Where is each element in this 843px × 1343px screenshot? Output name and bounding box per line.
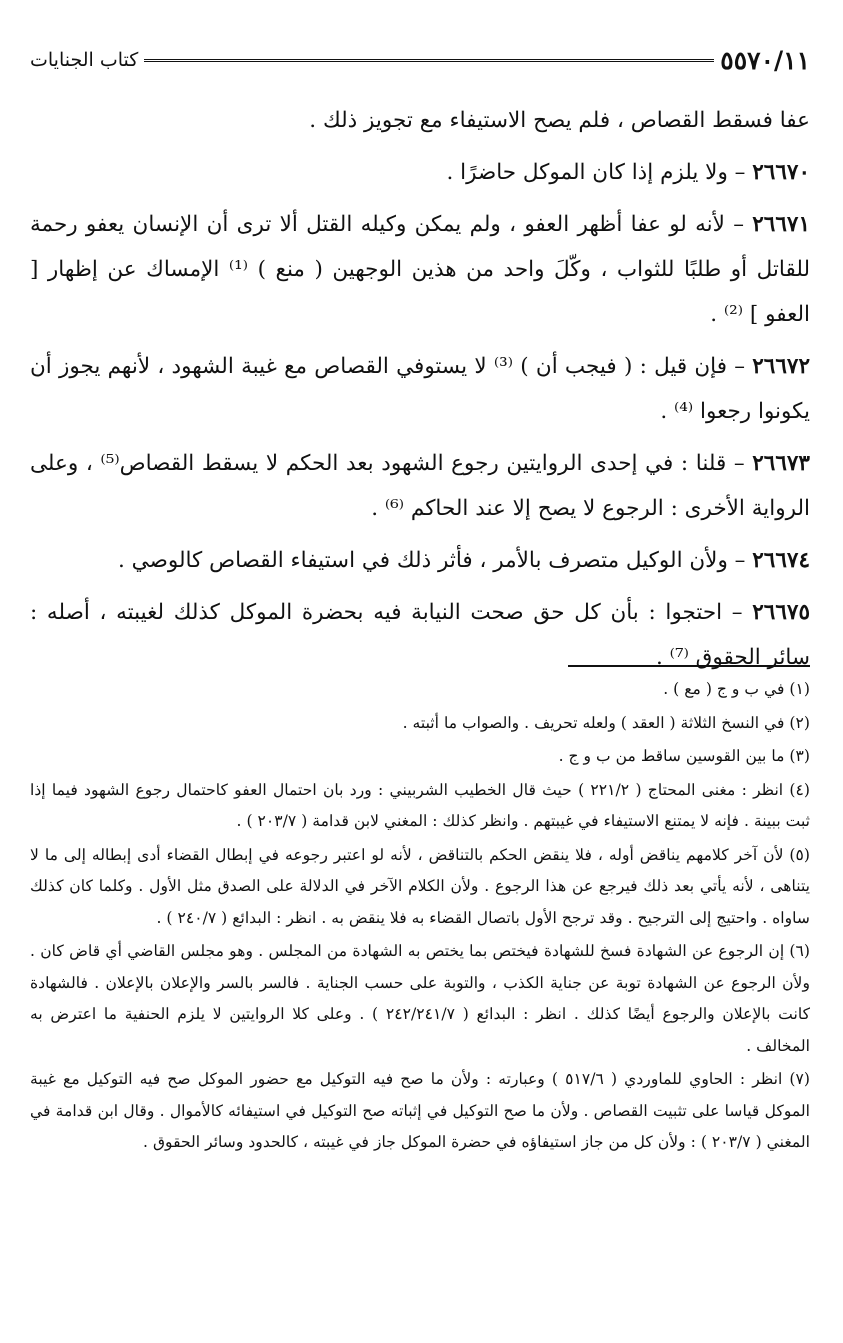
paragraph-text: – ولا يلزم إذا كان الموكل حاضرًا . [446, 160, 753, 185]
footnote-text: في ب و ج ( مع ) . [663, 680, 790, 698]
footnote [30, 1064, 810, 1159]
paragraph-number: ٢٦٦٧٢ [752, 354, 810, 379]
paragraph-number: ٢٦٦٧١ [752, 212, 810, 237]
footnote [30, 708, 810, 740]
footnote-text: إن الرجوع عن الشهادة فسخ للشهادة فيختص بما يختص به الشهادة من المجلس . وهو مجلس القاضي أي قاض كان . ولأن الرجوع عن الشهادة توبة عن جناية الكذب ، والتوبة على حسب الجناية . فالسر بالسر والإعلان بالإعلان . فالشهادة كانت بالإعلان والرجوع أيضًا كذلك . انظر : البدائع ( ٢٤٢/٢٤١/٧ ) . وعلى كلا الروايتين لا يلزم الحنفية ما اعترض به المخالف . [30, 942, 810, 1055]
paragraph [30, 98, 810, 143]
paragraph-number: ٢٦٦٧٤ [752, 548, 810, 573]
paragraph [30, 441, 810, 531]
footnotes [30, 674, 810, 1161]
footnote-text: لأن آخر كلامهم يناقض أوله ، فلا ينقض الحكم بالتناقض ، لأنه لو اعتبر رجوعه في إبطال القضاء أدى إبطاله إلى ما لا يتناهى ، لأنه يأتي بعد ذلك فيرجع عن هذا الرجوع . ولأن الكلام الآخر في الدلالة على الصدق مثل الأول . وكلما كان كذلك ساواه . واحتيج إلى الترجيح . وقد ترجح الأول باتصال القضاء به فلا ينقض به . انظر : البدائع ( ٢٤٠/٧ ) . [30, 845, 810, 927]
footnote-number: (٤) [789, 780, 810, 799]
footnote-number: (٢) [789, 713, 810, 732]
footnote [30, 840, 810, 935]
page-number: ٥٥٧٠/١١ [720, 45, 810, 75]
header-rule [144, 59, 714, 62]
paragraph-text: عفا فسقط القصاص ، فلم يصح الاستيفاء مع تجويز ذلك . [309, 108, 810, 133]
paragraph-number: ٢٦٦٧٥ [752, 600, 810, 625]
footnote [30, 775, 810, 838]
footnote-number: (٣) [789, 747, 810, 765]
main-text [30, 98, 810, 687]
footnote-separator [568, 665, 810, 667]
footnote [30, 936, 810, 1062]
paragraph [30, 150, 810, 195]
footnote-number: (٧) [789, 1070, 810, 1088]
paragraph-text: – لأنه لو عفا أظهر العفو ، ولم يمكن وكيله القتل ألا ترى أن الإنسان يعفو رحمة للقاتل أو طلبًا للثواب ، وكّلَ واحد من هذين الوجهين ( منع ) ⁽¹⁾ الإمساك عن إظهار [ العفو ] ⁽²⁾ . [30, 212, 810, 327]
paragraph [30, 538, 810, 583]
footnote-text: في النسخ الثلاثة ( العقد ) ولعله تحريف . والصواب ما أثبته . [402, 713, 790, 732]
footnote [30, 674, 810, 706]
paragraph [30, 344, 810, 434]
footnote-number: (١) [789, 680, 810, 698]
footnote-text: ما بين القوسين ساقط من ب و ج . [558, 747, 790, 765]
paragraph [30, 202, 810, 337]
paragraph-text: – ولأن الوكيل متصرف بالأمر ، فأثر ذلك في استيفاء القصاص كالوصي . [118, 548, 753, 573]
paragraph-text: – احتجوا : بأن كل حق صحت النيابة فيه بحضرة الموكل كذلك لغيبته ، أصله : سائر الحقوق ⁽⁷⁾ . [30, 600, 810, 670]
paragraph-number: ٢٦٦٧٠ [752, 160, 810, 185]
footnote-text: انظر : مغنى المحتاج ( ٢٢١/٢ ) حيث قال الخطيب الشربيني : ورد بان احتمال العفو كاحتمال رجوع الشهود فيما إذا ثبت ببينة . فإنه لا يمتنع الاستيفاء في غيبتهم . وانظر كذلك : المغني لابن قدامة ( ٢٠٣/٧ ) . [30, 780, 810, 830]
running-title: كتاب الجنايات [30, 49, 139, 71]
page-header [30, 40, 810, 80]
footnote [30, 741, 810, 773]
footnote-number: (٥) [789, 845, 810, 864]
footnote-number: (٦) [789, 942, 810, 960]
paragraph-number: ٢٦٦٧٣ [752, 451, 810, 476]
paragraph-text: – قلنا : في إحدى الروايتين رجوع الشهود بعد الحكم لا يسقط القصاص⁽⁵⁾ ، وعلى الرواية الأخرى : الرجوع لا يصح إلا عند الحاكم ⁽⁶⁾ . [30, 451, 810, 521]
paragraph-text: – فإن قيل : ( فيجب أن ) ⁽³⁾ لا يستوفي القصاص مع غيبة الشهود ، لأنهم يجوز أن يكونوا رجعوا ⁽⁴⁾ . [30, 354, 810, 424]
footnote-text: انظر : الحاوي للماوردي ( ٥١٧/٦ ) وعبارته : ولأن ما صح فيه التوكيل مع حضور الموكل صح فيه التوكيل مع غيبة الموكل قياسا على تثبيت القصاص . ولأن ما صح التوكيل في إثباته صح التوكيل في استيفائه كالأموال . وقال ابن قدامة في المغني ( ٢٠٣/٧ ) : ولأن كل من جاز استيفاؤه في حضرة الموكل جاز في غيبته ، كالحدود وسائر الحقوق . [30, 1070, 810, 1151]
